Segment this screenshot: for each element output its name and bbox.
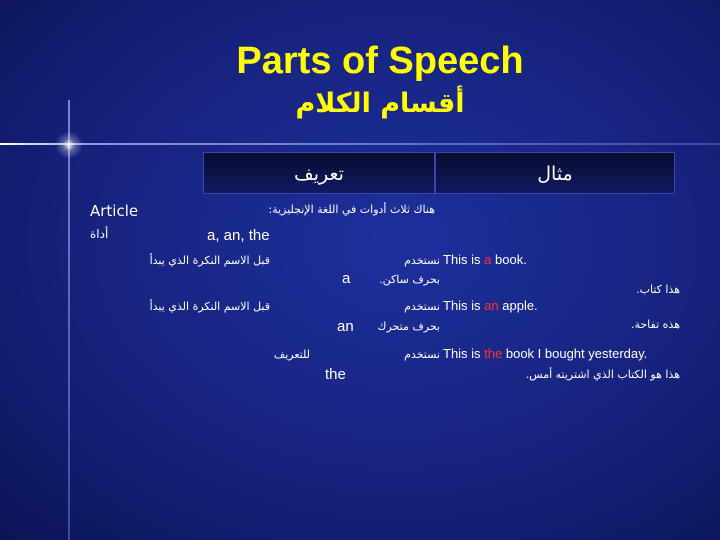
decorative-vertical-line — [68, 100, 70, 540]
row-2-description-2: بحرف متحرك — [377, 320, 440, 333]
row-3-example: This is the book I bought yesterday. — [443, 346, 648, 361]
row-1-example-article: a — [484, 252, 492, 267]
row-2-example-article: an — [484, 298, 499, 313]
row-2-example: This is an apple. — [443, 298, 538, 313]
row-1-example: This is a book. — [443, 252, 527, 267]
row-3-article: the — [325, 366, 346, 383]
definition-header: تعريف — [203, 152, 435, 194]
row-2-use: نستخدم — [404, 300, 440, 313]
row-1-article: a — [342, 270, 351, 287]
slide-title: Parts of Speech — [236, 40, 524, 82]
intro-text: هناك ثلاث أدوات في اللغة الإنجليزية: — [268, 203, 435, 216]
row-1-description-2: بحرف ساكن. — [379, 273, 440, 286]
term-label-arabic: أداة — [90, 227, 109, 241]
slide-title-arabic: أقسام الكلام — [295, 88, 465, 119]
row-3-use: نستخدم — [404, 348, 440, 361]
article-list: a, an, the — [207, 227, 270, 244]
decorative-horizontal-line — [0, 143, 720, 145]
row-2-article: an — [337, 318, 354, 335]
term-label: Article — [90, 202, 139, 220]
row-2-description: قبل الاسم النكرة الذي يبدأ — [149, 300, 270, 313]
row-3-description: للتعريف — [273, 348, 310, 361]
row-3-example-article: the — [484, 346, 503, 361]
row-1-example-arabic: هذا كتاب. — [636, 283, 680, 296]
row-3-example-arabic: هذا هو الكتاب الذي اشتريته أمس. — [525, 368, 680, 381]
row-1-use: نستخدم — [404, 254, 440, 267]
example-header: مثال — [435, 152, 675, 194]
decorative-sparkle — [55, 131, 83, 159]
row-1-description: قبل الاسم النكرة الذي يبدأ — [149, 254, 270, 267]
row-2-example-arabic: هذه تفاحة. — [630, 318, 680, 331]
